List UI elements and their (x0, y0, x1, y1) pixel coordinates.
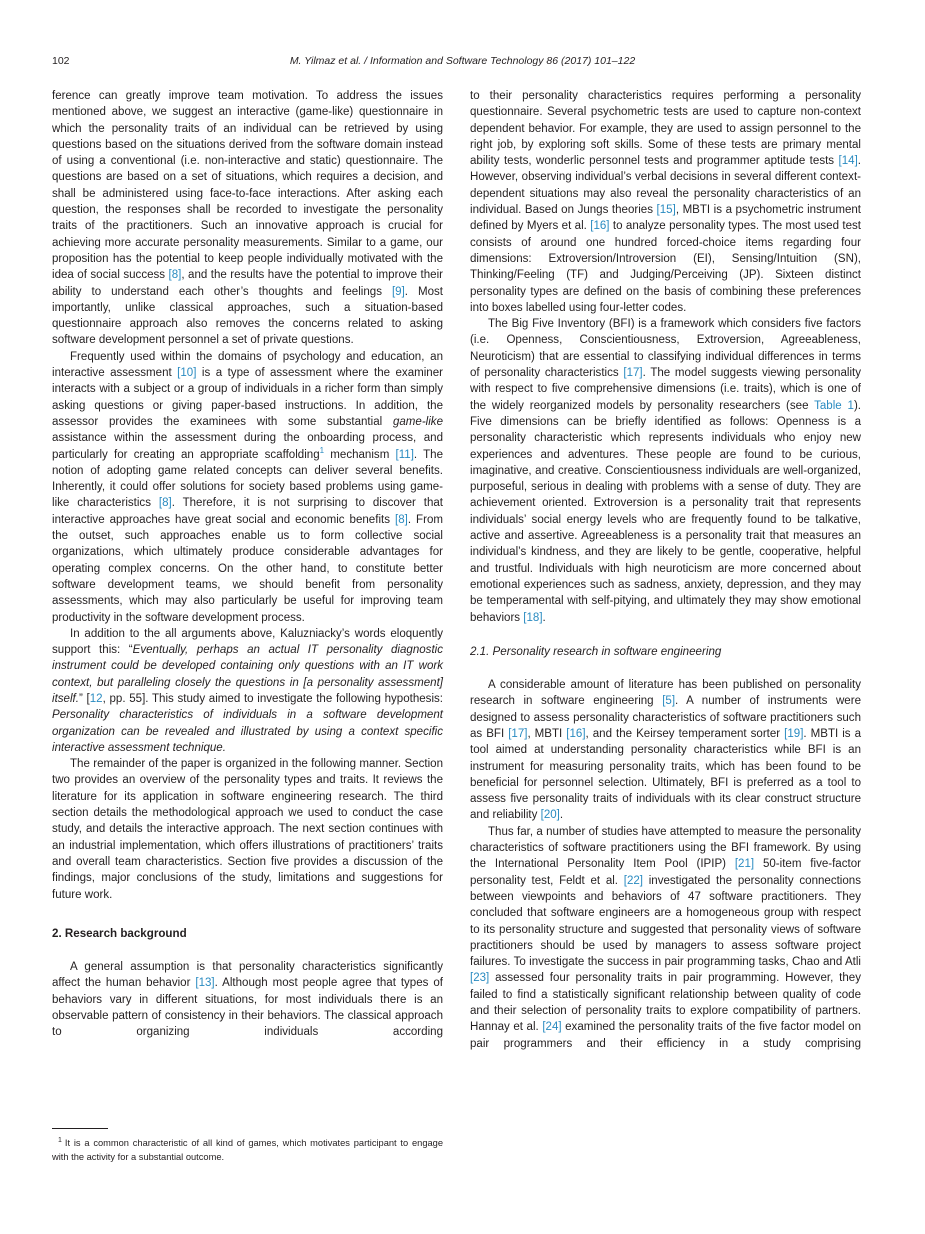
text-run: , MBTI is a psychometric instrument defined by Myers et al. (470, 204, 861, 233)
text-run: . Although most people agree that types of behaviors vary in different situations, for most individuals there is an observable pattern of consistency in their behaviors. The classical approach to organizing individuals according (52, 977, 443, 1039)
paragraph (470, 677, 861, 824)
citation-link[interactable]: [11] (395, 448, 414, 461)
text-run: . Most importantly, unlike classical approaches, such a situation-based questionnaire approach also removes the concerns related to asking software development personnel a set of private questions. (52, 285, 443, 347)
text-run: , pp. 55]. This study aimed to investigate the following hypothesis: (102, 692, 443, 705)
citation-link[interactable]: [19] (784, 727, 804, 740)
right-column (470, 88, 861, 1052)
citation-link[interactable]: 12 (89, 692, 103, 705)
citation-link[interactable]: [5] (662, 695, 676, 708)
citation-link[interactable]: [21] (734, 858, 755, 871)
section-heading: 2. Research background (52, 926, 187, 940)
running-head: M. Yilmaz et al. / Information and Software Technology 86 (2017) 101–122 (289, 55, 636, 67)
left-column (52, 88, 443, 1041)
text-run: A considerable amount of literature has been published on personality research in software engineering (470, 679, 861, 708)
text-run: . However, observing individual’s verbal decisions in several different context-dependent situations may also reveal the personality characteristics of an individual. Based on Jungs theories (470, 155, 861, 217)
text-run: The Big Five Inventory (BFI) is a framework which considers five factors (i.e. Openness, Conscientiousness, Extroversion, Agreeableness, Neuroticism) that are essential to classifying individual differences in terms of personality characteristics (470, 318, 861, 380)
citation-link[interactable]: [8] (395, 513, 408, 526)
text-run: . A number of instruments were designed to assess personality characteristics of software practitioners such as BFI (470, 695, 862, 740)
text-run: , and the results have the potential to improve their ability to understand each other’s thoughts and feelings (52, 269, 443, 298)
text-run: The remainder of the paper is organized in the following manner. Section two provides an overview of the personality types and traits. It reviews the literature for its application in software engineering research. The third section details the methodological approach we used to conduct the case study, and details the interactive approach. The next section continues with an industrial implementation, which offers illustrations of practitioners’ traits and overall team characteristics. Section five provides a discussion of the findings, major conclusions of the study, limitations and suggestions for future work. (52, 758, 443, 901)
citation-link[interactable]: [24] (542, 1021, 562, 1034)
citation-link[interactable]: [23] (470, 972, 490, 985)
text-run: In addition to the all arguments above, Kaluzniacky’s words eloquently support this: “ (52, 627, 443, 657)
citation-link[interactable]: [20] (540, 809, 560, 822)
footnote-ref[interactable]: 1 (319, 445, 325, 455)
citation-link[interactable]: [18] (523, 611, 543, 624)
citation-link[interactable]: [10] (177, 367, 197, 380)
text-run: assistance within the assessment during the onboarding process, and particularly for creating an appropriate scaffolding (52, 432, 443, 461)
text-run: A general assumption is that personality characteristics significantly affect the human behavior (52, 961, 443, 990)
text-run: 50-item five-factor personality test, Feldt et al. (470, 858, 861, 887)
text-run: ). Five dimensions can be briefly identified as follows: Openness is a personality characteristic which represents individuals who enjoy new experiences and adventures. These people are found to be curious, imaginative, and creative. Conscientiousness individuals are well-organized, purposeful, serious in dealing with problems with a sense of duty. They are achievement oriented. Extroversion is a personality trait that represents individuals’ social energy levels who are frequently found to be talkative, active and assertive. Agreeableness is a personality trait that measures an individual’s kindness, and they are likely to be gentle, cooperative, helpful and trustful. Individuals with high neuroticism are more concerned about emotional experiences such as sadness, anxiety, depression, and they may be temperamental with self-pitying, and ultimately they may show emotional behaviors (470, 399, 862, 624)
text-run: . The notion of adopting game related concepts can deliver several benefits. Inherently, it could offer solutions for society based problems using game-like characteristics (52, 448, 444, 510)
text-run: . From the outset, such approaches enable us to form collective social organizations, which ultimately produce considerable advantages for operating complex concerns. On the other hand, to constitute better software development teams, we should benefit from personality assessments, which may also particularly be useful for improving team productivity in the software development process. (52, 513, 443, 624)
paragraph (470, 824, 861, 1052)
text-run: mechanism (324, 448, 396, 461)
paragraph (52, 626, 443, 756)
footnote (52, 1134, 443, 1164)
citation-link[interactable]: [16] (566, 727, 586, 740)
citation-link[interactable]: [13] (195, 977, 215, 990)
footnote-mark: 1 (58, 1137, 62, 1144)
text-run: . Therefore, it is not surprising to discover that interactive approaches have great social and economic benefits (52, 497, 443, 526)
paragraph (52, 959, 443, 1040)
text-run: to their personality characteristics requires performing a personality questionnaire. Several psychometric tests are used to capture non-context dependent behavior. For example, they are used to assign personnel to the right job, by exploring soft skills. Some of these tests are primary mental ability tests, wonderlic personnel tests and programmer aptitude tests (470, 90, 861, 168)
text-run: Thus far, a number of studies have attempted to measure the personality characteristics of software practitioners using the BFI framework. By using the International Personality Item Pool (IPIP) (470, 825, 861, 871)
text-run: ” [ (78, 692, 90, 705)
text-run: , and the Keirsey temperament sorter (585, 727, 785, 740)
text-run: investigated the personality connections between viewpoints and behaviors of 47 software practitioners. They concluded that software engineers are a homogeneous group with respect to its personality structure and suggested that personality views of software practitioners should be used by managers to assess software project failures. To investigate the success in pair programming tasks, Chao and Atli (470, 874, 861, 969)
citation-link[interactable]: [22] (623, 874, 643, 887)
citation-link[interactable]: [14] (838, 155, 858, 168)
citation-link[interactable]: [17] (508, 727, 528, 740)
footnote-text: It is a common characteristic of all kind of games, which motivates participant to engage with the activity for a substantial outcome. (52, 1138, 443, 1163)
paragraph (52, 349, 443, 626)
text-run: . The model suggests viewing personality with respect to five comprehensive dimensions (i.e. traits), which is one of the widely reorganized models by personality researchers (see (470, 367, 862, 412)
text-run: to analyze personality types. The most used test consists of around one hundred forced-choice items regarding four dimensions: Extroversion/Introversion (EI), Sensing/Intuition (SN), Thinking/Feeling (TF) and Judging/Perceiving (JP). Sixteen distinct personality types are defined on the basis of combining these preferences into boxes labelled using four-letter codes. (470, 220, 861, 314)
citation-link[interactable]: [9] (391, 285, 405, 298)
paragraph (52, 88, 443, 349)
citation-link[interactable]: [8] (158, 497, 172, 510)
subsection-heading: 2.1. Personality research in software engineering (470, 644, 722, 658)
text-run: , MBTI (527, 727, 567, 740)
text-run: . MBTI is a tool aimed at understanding personality characteristics while BFI is an instrument for measuring personality traits, which has been found to be beneficial for personnel selection. Ultimately, BFI is preferred as a tool to assess five personality traits of individuals with its clear construct structure and reliability (470, 727, 861, 822)
text-run: ference can greatly improve team motivation. To address the issues mentioned above, we suggest an interactive (game-like) questionnaire in which the personality traits of an individual can be retrieved by using questions based on the situations derived from the software domain instead of using a conventional (i.e. non-interactive and static) questionnaire. The questions are based on a set of situations, which requires a decision, and shall be administered using face-to-face interactions. After asking each question, the responses shall be recorded to investigate the personality traits of the practitioners. Such an innovative approach is crucial for achieving more accurate personality measurements. Similar to a game, our proposition has the potential to keep people individually motivated with the idea of social success (52, 90, 443, 282)
text-run: assessed four personality traits in pair programming. However, they failed to find a statistically significant relationship between quality of code and their selection of personality traits to explore compatibility of partners. Hannay et al. (470, 972, 861, 1034)
paragraph (470, 316, 861, 626)
paragraph (52, 756, 443, 903)
paragraph (470, 88, 861, 316)
italic-text: game-like (392, 415, 443, 428)
text-run: is a type of assessment where the examiner interacts with a subject or a group of individuals in a richer form than simply asking questions or giving paper-based instructions. In addition, the assessor provides the examinees with some substantial (52, 367, 443, 428)
italic-text: Personality characteristics of individuals in a software development organization can be revealed and illustrated by using a context specific interactive assessment technique. (52, 709, 443, 754)
citation-link[interactable]: Table 1 (814, 399, 854, 412)
text-run: . (559, 809, 564, 822)
text-run: Frequently used within the domains of psychology and education, an interactive assessment (52, 350, 443, 380)
citation-link[interactable]: [15] (656, 204, 676, 217)
page-number: 102 (52, 55, 70, 67)
citation-link[interactable]: [17] (623, 367, 643, 380)
citation-link[interactable]: [8] (168, 269, 182, 282)
text-run: . (542, 611, 546, 624)
text-run: examined the personality traits of the five factor model on pair programmers and their efficiency in a study comprising (470, 1021, 861, 1050)
italic-text: Eventually, perhaps an actual IT personality diagnostic instrument could be developed containing only questions with an IT work context, but paralleling closely the questions in [a personality assessment] itself. (52, 644, 443, 705)
footnote-divider (52, 1128, 108, 1129)
citation-link[interactable]: [16] (590, 220, 610, 233)
